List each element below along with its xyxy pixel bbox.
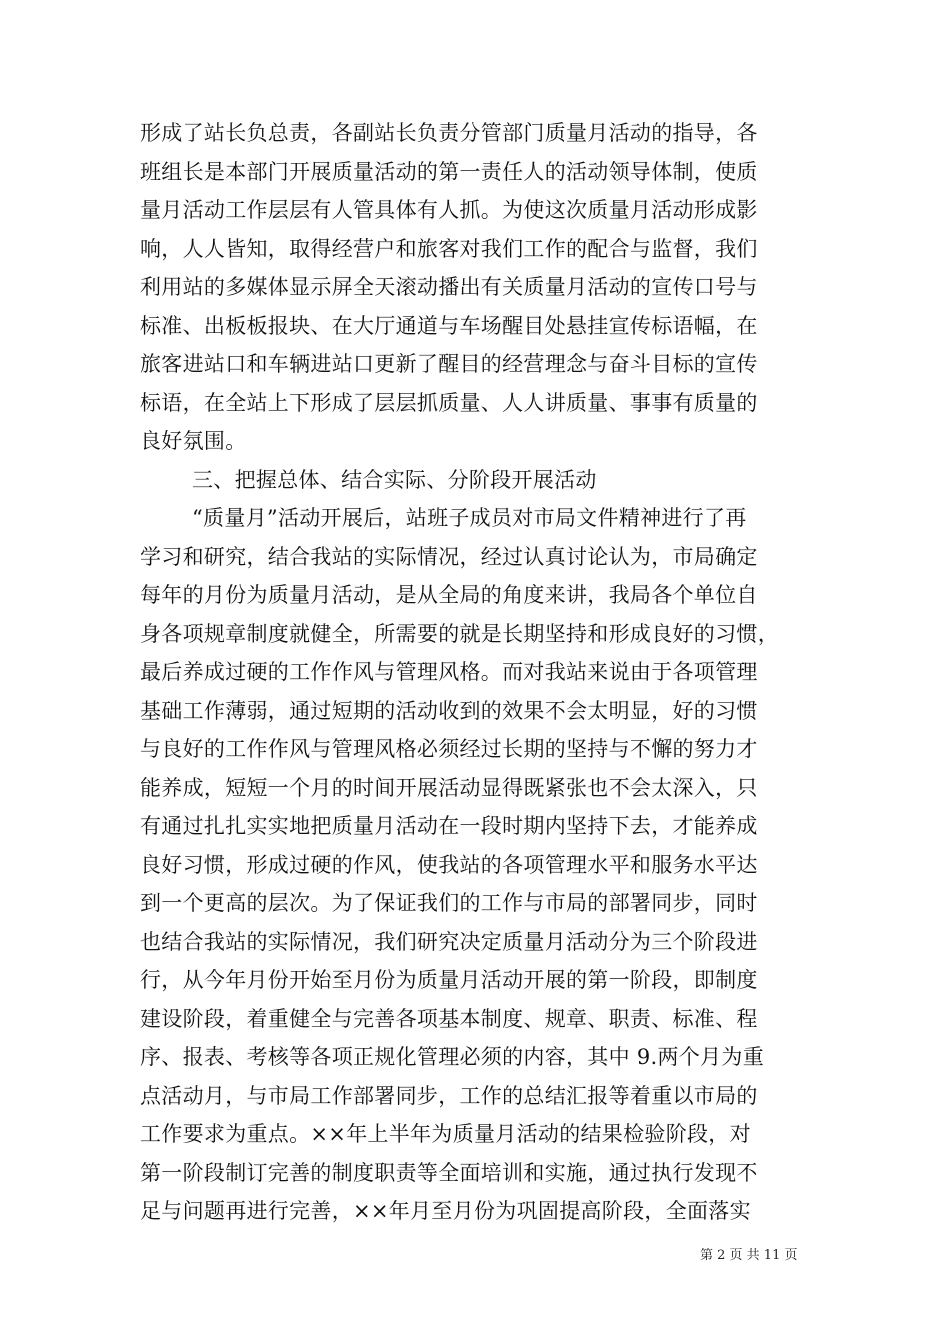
section-heading: 三、把握总体、结合实际、分阶段开展活动	[192, 467, 597, 492]
body-text	[140, 114, 830, 1231]
text-line: 量月活动工作层层有人管具体有人抓。为使这次质量月活动形成影	[140, 198, 758, 222]
text-line: 利用站的多媒体显示屏全天滚动播出有关质量月活动的宣传口号与	[140, 275, 758, 299]
text-line: 也结合我站的实际情况，我们研究决定质量月活动分为三个阶段进	[140, 929, 758, 954]
text-line: 与良好的工作作风与管理风格必须经过长期的坚持与不懈的努力才	[140, 737, 758, 761]
text-line: 行，从今年月份开始至月份为质量月活动开展的第一阶段，即制度	[140, 968, 758, 992]
text-line: 到一个更高的层次。为了保证我们的工作与市局的部署同步，同时	[140, 891, 758, 915]
text-line: 标准、出板板报块、在大厅通道与车场醒目处悬挂宣传标语幅，在	[140, 313, 758, 338]
text-line: 良好习惯，形成过硬的作风，使我站的各项管理水平和服务水平达	[140, 852, 758, 877]
text-line: 序、报表、考核等各项正规化管理必须的内容，其中 9.两个月为重	[140, 1045, 765, 1069]
text-line: 响，人人皆知，取得经营户和旅客对我们工作的配合与监督，我们	[140, 236, 758, 261]
text-line: 第一阶段制订完善的制度职责等全面培训和实施，通过执行发现不	[140, 1160, 758, 1185]
text-line: 基础工作薄弱，通过短期的活动收到的效果不会太明显，好的习惯	[140, 698, 758, 723]
text-line: 工作要求为重点。××年上半年为质量月活动的结果检验阶段，对	[140, 1122, 751, 1146]
text-line: 建设阶段，着重健全与完善各项基本制度、规章、职责、标准、程	[140, 1006, 758, 1031]
text-line: 能养成，短短一个月的时间开展活动显得既紧张也不会太深入，只	[140, 775, 758, 800]
text-line: 每年的月份为质量月活动，是从全局的角度来讲，我局各个单位自	[140, 583, 758, 607]
text-line: 身各项规章制度就健全，所需要的就是长期坚持和形成良好的习惯，	[140, 621, 779, 646]
text-line: 点活动月，与市局工作部署同步，工作的总结汇报等着重以市局的	[140, 1083, 758, 1108]
text-line: “质量月”活动开展后，站班子成员对市局文件精神进行了再	[192, 506, 747, 530]
text-line: 旅客进站口和车辆进站口更新了醒目的经营理念与奋斗目标的宣传	[140, 352, 758, 376]
text-line: 形成了站长负总责，各副站长负责分管部门质量月活动的指导，各	[140, 121, 758, 145]
text-line: 最后养成过硬的工作作风与管理风格。而对我站来说由于各项管理	[140, 660, 758, 684]
page-number: 第 2 页 共 11 页	[700, 1248, 798, 1263]
text-line: 足与问题再进行完善，××年月至月份为巩固提高阶段，全面落实	[140, 1199, 751, 1223]
text-line: 有通过扎扎实实地把质量月活动在一段时期内坚持下去，才能养成	[140, 814, 758, 838]
text-line: 标语，在全站上下形成了层层抓质量、人人讲质量、事事有质量的	[140, 390, 758, 415]
text-line: 班组长是本部门开展质量活动的第一责任人的活动领导体制，使质	[140, 159, 758, 184]
text-line: 良好氛围。	[140, 429, 247, 453]
text-line: 学习和研究，结合我站的实际情况，经过认真讨论认为，市局确定	[140, 544, 758, 569]
